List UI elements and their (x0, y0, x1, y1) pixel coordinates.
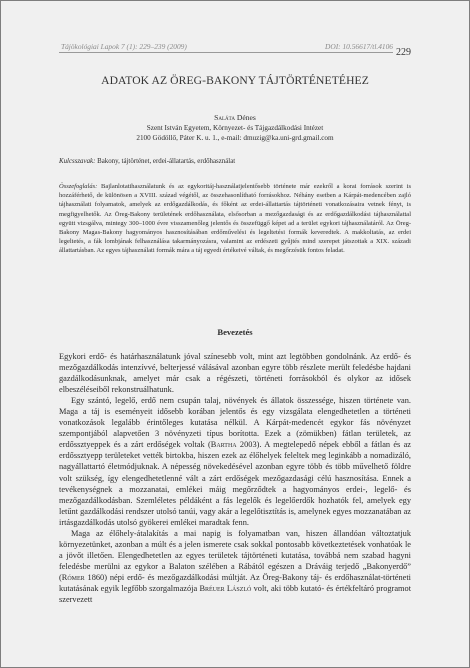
journal-page (1, 1, 469, 667)
author-surname: Saláta (214, 113, 235, 122)
section-heading: Bevezetés (217, 327, 253, 337)
body-paragraph (59, 351, 411, 395)
journal-citation: Tájökológiai Lapok 7 (1): 229–239 (2009) (61, 42, 187, 51)
cited-author: Bréuer László (199, 583, 252, 593)
keywords (59, 158, 411, 165)
abstract-text: Bajlanlotatihasználatunk és az egykoritáj-használatjelentősebb története már ezekről a korai források szerint is hozzáférhető, de különösen a XVIII. század végétől, az összehasonlítható forrásokhoz. Néhány esetben a Kárpát-medencében zajló tájhasználati folyamatok, amelyek az erdőgazdálkodás, és főként az erdei-állattartás tájtörténeti vonatkozásaira vetnek fényt, is megfigyelhetők. Az Öreg-Bakony területének erdőhasználata, elsősorban a mezőgazdasági és az erdőgazdálkodási tájhasználattal együtt vizsgálva, mintegy 300–1000 évre visszamenőleg jelentős és összefüggő képet ad a terület egykori tájhasználatáról. Az Öreg-Bakony Magas-Bakony hagyományos hasznosításában erdőművelési és legeltetési formák keveredtek. A makkoltatás, az erdei legeltetés, a fák lombjának felhasználása takarmányozásra, valamint az erdészeti gyűjtés mind szerepet játszottak a XIX. századi állattartásban. Az egyes tájhasználati formák mára a táj egyedi értékeivé váltak, és megőrzésük fontos feladat. (59, 183, 411, 255)
affiliation-institute: Szent István Egyetem, Környezet- és Tájgazdálkodási Intézet (146, 124, 324, 132)
author-line (59, 113, 411, 122)
body-paragraph (59, 395, 411, 528)
doi: DOI: 10.56617/tl.4106 (325, 42, 393, 51)
paragraph-text: Egy szántó, legelő, erdő nem csupán talaj, növények és állatok összessége, hiszen története van. Maga a táj is eseményeit idősebb korában jelentős és egy vizsgálata elengedhetetlen a történeti vonatkozások legalább érintőleges kutatása nélkül. A Kárpát-medencét egykor fás növényzet szempontjából alapvetően 3 növényzeti típus borította. Ezek a (zömükben) fátlan területek, az erdőssztyeppek és a zárt erdőségek voltak ( (59, 396, 411, 450)
author-given-name: Dénes (236, 113, 256, 122)
body-text (59, 351, 411, 605)
paragraph-text: volt, aki több kutató- és értékfeltáró programot szervezett (59, 583, 412, 605)
paragraph-text: 2003). A megtelepedő népek ebből a fátlan és az erdőssztyepp területeket vették birtokba, hiszen ezek az élőhelyek feleltek meg leginkább a nomadizáló, nagyállattartó életmódjuknak. A népesség növekedésével azonban egyre több és több művelhető földre volt szükség, így elengedhetetlenné vált a zárt erdőségek mezőgazdasági célú hasznosítása. Ennek a tevékenységnek a mozzanatai, emlékei máig megőrződtek a hagyományos erdei-, legelő- és mezőgazdálkodásban. Szemléletes példáként a fás legelők és legelőerdők hozhatók fel, amelyek egy letűnt gazdálkodási rendszer utolsó tanúi, vagy akár a legelőtisztítás is, amelynek egyes mozzanatában az irtásgazdálkodás utolsó gyökerei emlékei maradtak fenn. (59, 440, 411, 527)
article-title: ADATOK AZ ÖREG-BAKONY TÁJTÖRTÉNETÉHEZ (101, 74, 369, 87)
paragraph-text: Egykori erdő- és határhasználatunk jóval színesebb volt, mint azt legtöbben gondolnánk. Az erdő- és mezőgazdálkodás intenzívvé, belterjessé válásával azonban egyre több részlete merült feledésbe hajdani gazdálkodásunknak, amelyet már csak a régészeti, történeti forrásokból és olykor az idősek elbeszéléseiből rekonstruálhatunk. (59, 352, 411, 395)
paragraph-text: Maga az élőhely-átalakítás a mai napig is folyamatban van, hiszen állandóan változtatjuk környezetünket, azonban a múlt és a jelen ismerete csak sokkal pontosabb következtetések vonhatóak le a jövőt illetően. Elengedhetetlen az egyes területek tájtörténeti kutatása, továbbá nem szabad hagyni feledésbe merülni az egykor a Balaton szélében a Rábától egészen a Dráváig terjedő „Bakonyerdő” ( (59, 528, 411, 582)
page-number: 229 (396, 47, 411, 58)
affiliation (59, 124, 411, 143)
abstract (59, 182, 411, 256)
running-header (59, 41, 393, 53)
cited-author: Rómer (61, 572, 85, 582)
body-paragraph (59, 528, 411, 605)
paragraph-text: 1860) népi erdő- és mezőgazdálkodási múltját. Az Öreg-Bakony táj- és erdőhasználat-történeti kutatásának egyik legfőbb szorgalmazója (59, 572, 411, 593)
keywords-text: Bakony, tájtörténet, erdei-állatartás, erdőhasználat (97, 158, 236, 165)
abstract-label: Összefoglalás: (59, 183, 98, 190)
keywords-label: Kulcsszavak: (59, 158, 96, 165)
cited-author: Bartha (210, 440, 237, 450)
affiliation-address: 2100 Gödöllő, Páter K. u. 1., e-mail: dmuzig@ka.uni-grd.gmail.com (136, 133, 334, 142)
